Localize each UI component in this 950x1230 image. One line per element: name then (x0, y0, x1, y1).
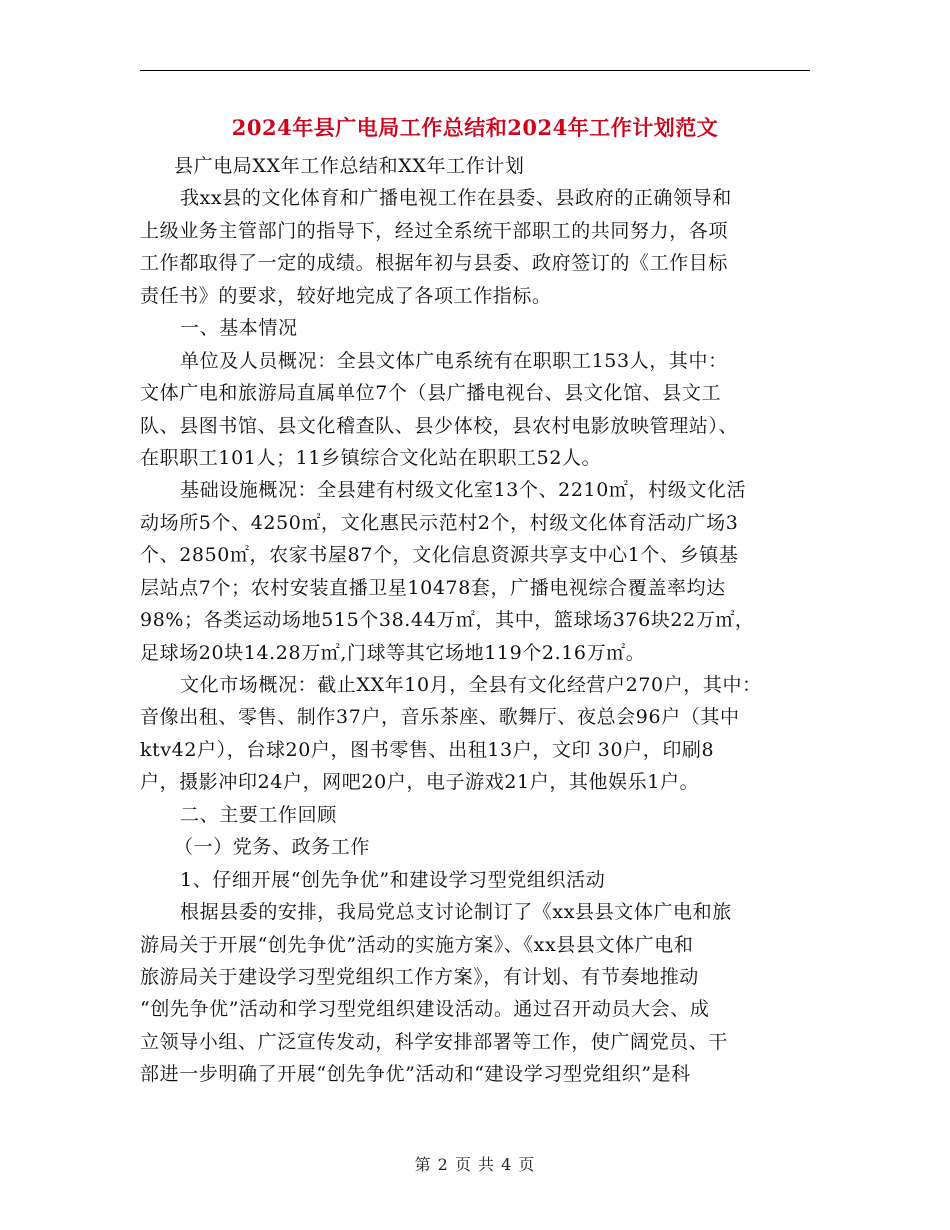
paragraph-line: 立领导小组、广泛宣传发动，科学安排部署等工作，使广阔党员、干 (140, 1030, 729, 1053)
paragraph-line: “创先争优”活动和学习型党组织建设活动。通过召开动员大会、成 (140, 998, 710, 1021)
subtitle-line: 县广电局XX年工作总结和XX年工作计划 (174, 155, 525, 177)
paragraph-line: 游局关于开展“创先争优”活动的实施方案》、《xx县县文体广电和 (140, 933, 694, 956)
paragraph-line: 基础设施概况：全县建有村级文化室13个、2210㎡，村级文化活 (180, 479, 747, 502)
paragraph-line: 足球场20块14.28万㎡,门球等其它场地119个2.16万㎡。 (140, 641, 646, 664)
section-heading: 一、基本情况 (180, 317, 298, 340)
paragraph-line: 文体广电和旅游局直属单位7个（县广播电视台、县文化馆、县文工 (140, 382, 722, 405)
document-body (140, 150, 818, 1091)
paragraph-line: 层站点7个；农村安装直播卫星10478套，广播电视综合覆盖率均达 (140, 576, 726, 599)
paragraph-line: 队、县图书馆、县文化稽查队、县少体校，县农村电影放映管理站）、 (140, 414, 739, 437)
paragraph-line: 工作都取得了一定的成绩。根据年初与县委、政府签订的《工作目标 (140, 252, 729, 275)
page-number-footer: 第 2 页 共 4 页 (414, 1155, 536, 1174)
paragraph-line: 我xx县的文化体育和广播电视工作在县委、县政府的正确领导和 (180, 187, 732, 210)
paragraph-line: 上级业务主管部门的指导下，经过全系统干部职工的共同努力，各项 (140, 219, 729, 242)
paragraph-line: 98%；各类运动场地515个38.44万㎡，其中，篮球场376块22万㎡， (140, 609, 755, 632)
document-title: 2024年县广电局工作总结和2024年工作计划范文 (231, 115, 719, 140)
paragraph-line: 户，摄影冲印24户，网吧20户，电子游戏21户，其他娱乐1户。 (140, 771, 700, 794)
paragraph-line: 个、2850㎡，农家书屋87个，文化信息资源共享支中心1个、乡镇基 (140, 544, 739, 567)
paragraph-line: 动场所5个、4250㎡，文化惠民示范村2个，村级文化体育活动广场3 (140, 511, 739, 534)
section-heading: 二、主要工作回顾 (180, 803, 337, 826)
paragraph-line: 单位及人员概况：全县文体广电系统有在职职工153人，其中： (180, 349, 728, 372)
paragraph-line: 文化市场概况：截止XX年10月，全县有文化经营户270户，其中： (180, 674, 762, 696)
paragraph-line: 在职职工101人；11乡镇综合文化站在职职工52人。 (140, 446, 602, 469)
subsection-heading: （一）党务、政务工作 (174, 836, 371, 859)
paragraph-line: 根据县委的安排，我局党总支讨论制订了《xx县县文体广电和旅 (180, 901, 732, 924)
paragraph-line: 部进一步明确了开展“创先争优”活动和“建设学习型党组织”是科 (140, 1063, 691, 1086)
paragraph-line: 责任书》的要求，较好地完成了各项工作指标。 (140, 284, 552, 307)
paragraph-line: 旅游局关于建设学习型党组织工作方案》，有计划、有节奏地推动 (140, 965, 699, 988)
paragraph-line: 音像出租、零售、制作37户，音乐茶座、歌舞厅、夜总会96户（其中 (140, 706, 740, 729)
paragraph-line: ktv42户），台球20户，图书零售、出租13户，文印 30户，印刷8 (140, 738, 715, 761)
header-rule (140, 70, 810, 71)
subsection-heading: 1、仔细开展“创先争优”和建设学习型党组织活动 (180, 868, 606, 891)
